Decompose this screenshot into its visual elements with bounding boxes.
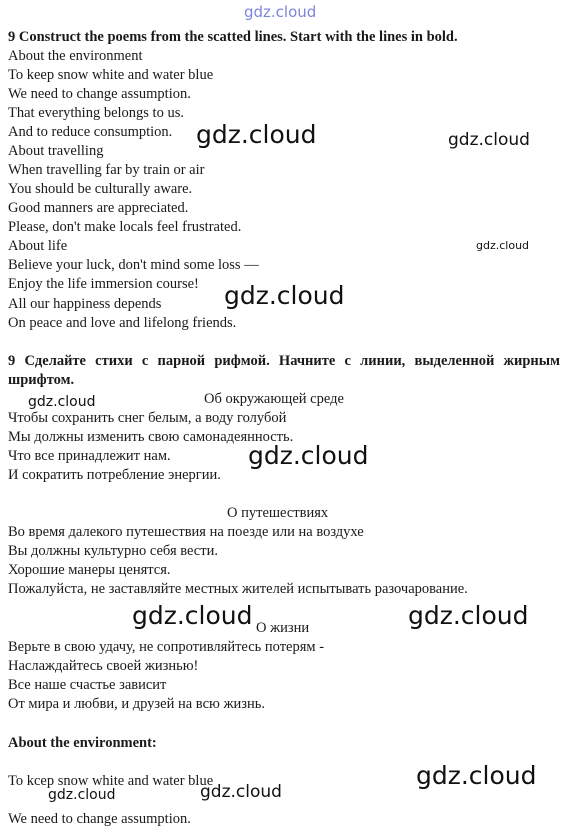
poem-line: Please, don't make locals feel frustrated. <box>8 219 242 235</box>
poem-line: И сократить потребление энергии. <box>8 467 221 483</box>
watermark-top: gdz.cloud <box>244 3 317 21</box>
poem-line: Вы должны культурно себя вести. <box>8 543 218 559</box>
russian-heading: 9 Сделайте стихи с парной рифмой. Начните с линии, выделенной жирным шрифтом. <box>8 353 560 388</box>
poem-line: On peace and love and lifelong friends. <box>8 315 237 331</box>
poem-line: You should be culturally aware. <box>8 181 193 197</box>
poem-line: Что все принадлежит нам. <box>8 448 171 464</box>
poem-line: Enjoy the life immersion course! <box>8 276 199 292</box>
poem-line: We need to change assumption. <box>8 86 191 102</box>
watermark: gdz.cloud <box>200 782 282 802</box>
watermark: gdz.cloud <box>48 787 116 803</box>
poem-line: Наслаждайтесь своей жизнью! <box>8 658 199 674</box>
poem-line: Good manners are appreciated. <box>8 200 189 216</box>
poem-line: От мира и любви, и друзей на всю жизнь. <box>8 696 265 712</box>
poem-line: About the environment <box>8 48 143 64</box>
poem-line: To keep snow white and water blue <box>8 67 214 83</box>
poem-line: When travelling far by train or air <box>8 162 205 178</box>
watermark: gdz.cloud <box>132 601 253 630</box>
poem-line: Все наше счастье зависит <box>8 677 167 693</box>
poem-line: Во время далекого путешествия на поезде или на воздухе <box>8 524 364 540</box>
poem-line: Чтобы сохранить снег белым, а воду голубой <box>8 410 287 426</box>
poem-line: To kcep snow white and water blue <box>8 773 214 789</box>
poem-title: О путешествиях <box>227 505 329 521</box>
watermark: gdz.cloud <box>476 239 530 252</box>
poem-line: Пожалуйста, не заставляйте местных жителей испытывать разочарование. <box>8 581 468 597</box>
poem-line: Верьте в свою удачу, не сопротивляйтесь потерям - <box>8 639 325 655</box>
answer-heading: About the environment: <box>8 735 157 751</box>
poem-line: We need to change assumption. <box>8 811 191 827</box>
poem-line: About life <box>8 238 68 254</box>
watermark: gdz.cloud <box>28 394 96 410</box>
poem-line: Мы должны изменить свою самонадеянность. <box>8 429 294 445</box>
poem-title: О жизни <box>256 620 310 636</box>
watermark: gdz.cloud <box>416 761 537 790</box>
watermark: gdz.cloud <box>448 130 530 150</box>
poem-line: All our happiness depends <box>8 296 162 312</box>
watermark: gdz.cloud <box>196 120 317 149</box>
poem-line: Believe your luck, don't mind some loss — <box>8 257 259 273</box>
watermark: gdz.cloud <box>224 281 345 310</box>
watermark: gdz.cloud <box>248 441 369 470</box>
poem-line: About travelling <box>8 143 104 159</box>
poem-line: That everything belongs to us. <box>8 105 184 121</box>
english-heading: 9 Construct the poems from the scatted lines. Start with the lines in bold. <box>8 29 458 45</box>
poem-line: Хорошие манеры ценятся. <box>8 562 171 578</box>
poem-line: And to reduce consumption. <box>8 124 173 140</box>
poem-title: Об окружающей среде <box>204 391 344 407</box>
watermark: gdz.cloud <box>408 601 529 630</box>
